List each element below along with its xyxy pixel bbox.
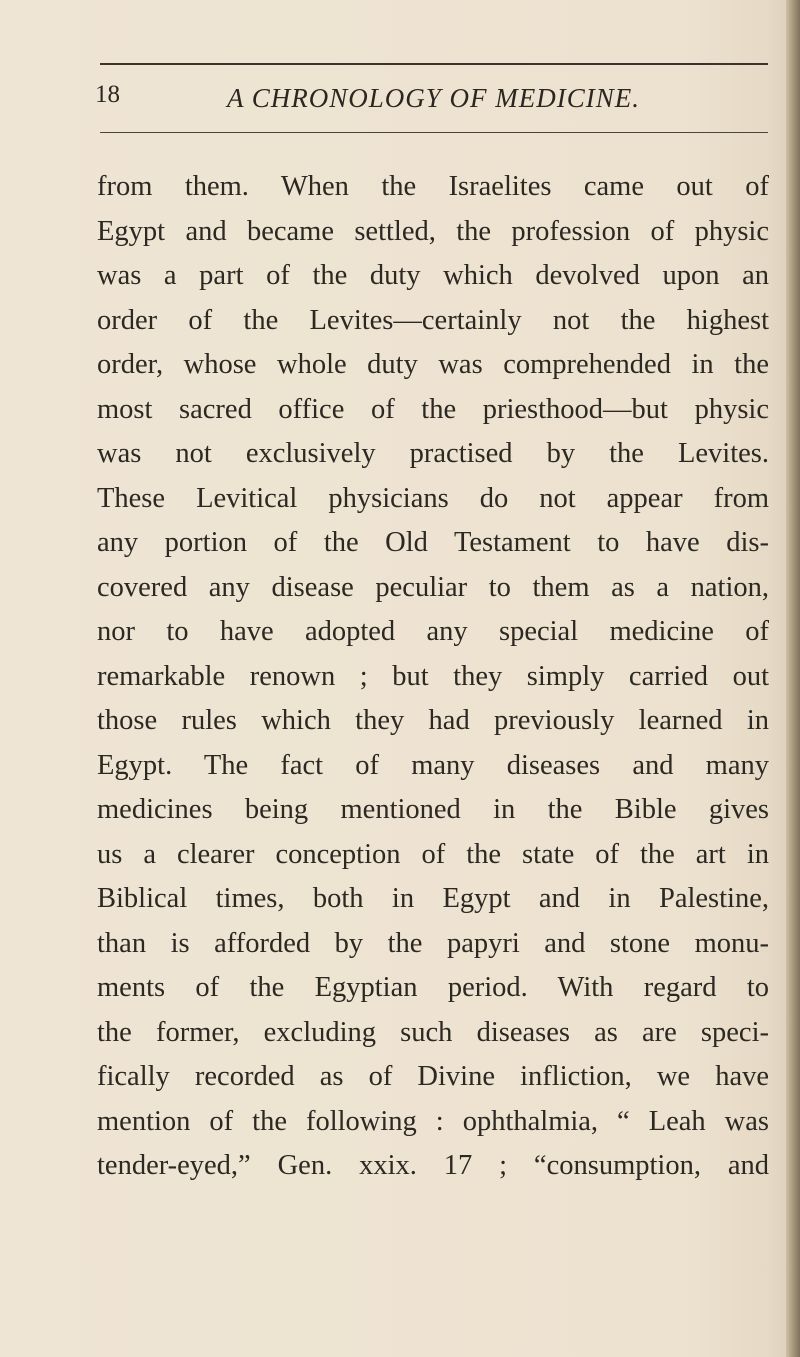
text-line: covered any disease peculiar to them as a nation, [97,571,769,603]
text-line: fically recorded as of Divine infliction, we have [97,1061,769,1092]
text-line: than is afforded by the papyri and stone monu- [97,927,769,959]
header-bottom-rule [100,132,768,133]
text-line: the former, excluding such diseases as are speci- [97,1016,769,1048]
text-line: Biblical times, both in Egypt and in Palestine, [97,883,769,914]
text-line: was a part of the duty which devolved upon an [97,260,769,291]
body-text [97,165,769,1189]
text-line: ments of the Egyptian period. With regard to [97,972,769,1003]
text-line: tender-eyed,” Gen. xxix. 17 ; “consumption, and [97,1150,769,1181]
text-line: Egypt. The fact of many diseases and many [97,749,769,781]
text-line: any portion of the Old Testament to have dis- [97,527,769,558]
text-line: nor to have adopted any special medicine of [97,616,769,647]
running-title: A CHRONOLOGY OF MEDICINE. [227,83,641,113]
text-line: order of the Levites—certainly not the highest [97,304,769,336]
text-line: from them. When the Israelites came out of [97,171,769,202]
text-line: us a clearer conception of the state of the art in [97,838,769,870]
page-number: 18 [95,81,120,108]
text-line: Egypt and became settled, the profession of physic [97,215,769,247]
text-line: order, whose whole duty was comprehended in the [97,349,769,380]
text-line: was not exclusively practised by the Levites. [97,438,769,469]
header-top-rule [100,63,768,65]
text-line: remarkable renown ; but they simply carried out [97,660,769,692]
text-line: those rules which they had previously learned in [97,705,769,736]
page-edge-shadow [786,0,800,1357]
text-line: most sacred office of the priesthood—but physic [97,393,769,425]
text-line: medicines being mentioned in the Bible gives [97,794,769,825]
text-line: These Levitical physicians do not appear from [97,482,769,514]
text-line: mention of the following : ophthalmia, “ Leah was [97,1105,769,1137]
